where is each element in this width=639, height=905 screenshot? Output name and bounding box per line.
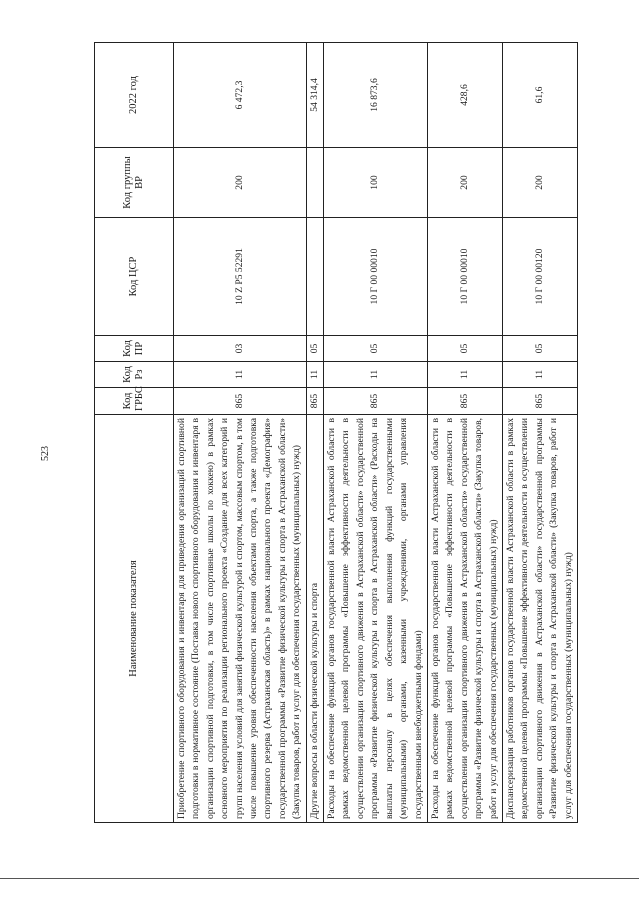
row-year: 61,6 [502, 43, 577, 148]
row-rz: 11 [174, 362, 307, 388]
row-grbs: 865 [174, 388, 307, 415]
table-row [427, 43, 502, 823]
row-vr: 100 [324, 148, 428, 218]
row-name: Расходы на обеспечение функций органов государственной власти Астраханской области в рамках ведомственной целевой программы «Повышение эффективности деятельности в осуществлении организации спортивного движения в Астраханской области» государственной программы «Развитие физической культуры и спорта в Астраханской области» (Расходы на выплаты персоналу в целях обеспечения выполнения функций государственными (муниципальными) органами, казенными учреждениями, органами управления государственными внебюджетными фондами) [324, 415, 428, 823]
table-row [324, 43, 428, 823]
row-grbs: 865 [324, 388, 428, 415]
row-rz: 11 [427, 362, 502, 388]
budget-table [94, 42, 578, 823]
row-vr: 200 [174, 148, 307, 218]
header-vr: Код группы ВР [95, 148, 174, 218]
header-pr: Код ПР [95, 336, 174, 362]
header-rz: Код Рз [95, 362, 174, 388]
row-grbs: 865 [306, 388, 323, 415]
row-pr: 05 [502, 336, 577, 362]
row-vr: 200 [502, 148, 577, 218]
page-number: 523 [40, 446, 51, 461]
table-row [306, 43, 323, 823]
row-name: Приобретение спортивного оборудования и инвентаря для приведения организаций спортивной подготовки в нормативное состояние (Поставка нового спортивного оборудования и инвентаря в организации спортивной подготовки, в том числе спортивные школы по хоккею) в рамках основного мероприятия по реализации регионального проекта «Создание для всех категорий и групп населения условий для занятий физической культурой и спортом, массовым спортом, в том числе повышение уровня обеспеченности населения объектами спорта, а также подготовка спортивного резерва (Астраханская область)» в рамках национального проекта «Демография» государственной программы «Развитие физической культуры и спорта в Астраханской области» (Закупка товаров, работ и услуг для обеспечения государственных (муниципальных) нужд) [174, 415, 307, 823]
row-csr: 10 Г 00 00010 [427, 218, 502, 336]
row-pr: 05 [306, 336, 323, 362]
row-year: 16 873,6 [324, 43, 428, 148]
table-row [174, 43, 307, 823]
row-year: 54 314,4 [306, 43, 323, 148]
row-year: 6 472,3 [174, 43, 307, 148]
row-rz: 11 [502, 362, 577, 388]
header-name: Наименование показателя [95, 415, 174, 823]
row-rz: 11 [306, 362, 323, 388]
header-csr: Код ЦСР [95, 218, 174, 336]
row-csr: 10 Z P5 52291 [174, 218, 307, 336]
row-csr [306, 218, 323, 336]
row-grbs: 865 [502, 388, 577, 415]
row-name: Диспансеризация работников органов государственной власти Астраханской области в рамках ведомственной целевой программы «Повышение эффективности деятельности в осуществлении организации спортивного движения в Астраханской области» государственной программы «Развитие физической культуры и спорта в Астраханской области» (Закупка товаров, работ и услуг для обеспечения государственных (муниципальных) нужд) [502, 415, 577, 823]
row-grbs: 865 [427, 388, 502, 415]
row-csr: 10 Г 00 00120 [502, 218, 577, 336]
row-vr: 200 [427, 148, 502, 218]
budget-table-rotated [94, 43, 639, 823]
header-year: 2022 год [95, 43, 174, 148]
table-header-row [95, 43, 174, 823]
row-rz: 11 [324, 362, 428, 388]
row-name: Расходы на обеспечение функций органов государственной власти Астраханской области в рамках ведомственной целевой программы «Повышение эффективности деятельности в осуществлении организации спортивного движения в Астраханской области» государственной программы «Развитие физической культуры и спорта в Астраханской области» (Закупка товаров, работ и услуг для обеспечения государственных (муниципальных) нужд) [427, 415, 502, 823]
row-pr: 05 [427, 336, 502, 362]
row-name: Другие вопросы в области физической культуры и спорта [306, 415, 323, 823]
row-csr: 10 Г 00 00010 [324, 218, 428, 336]
table-row [502, 43, 577, 823]
row-pr: 03 [174, 336, 307, 362]
bottom-rule [0, 878, 639, 879]
row-vr [306, 148, 323, 218]
header-grbs: Код ГРБС [95, 388, 174, 415]
row-year: 428,6 [427, 43, 502, 148]
row-pr: 05 [324, 336, 428, 362]
